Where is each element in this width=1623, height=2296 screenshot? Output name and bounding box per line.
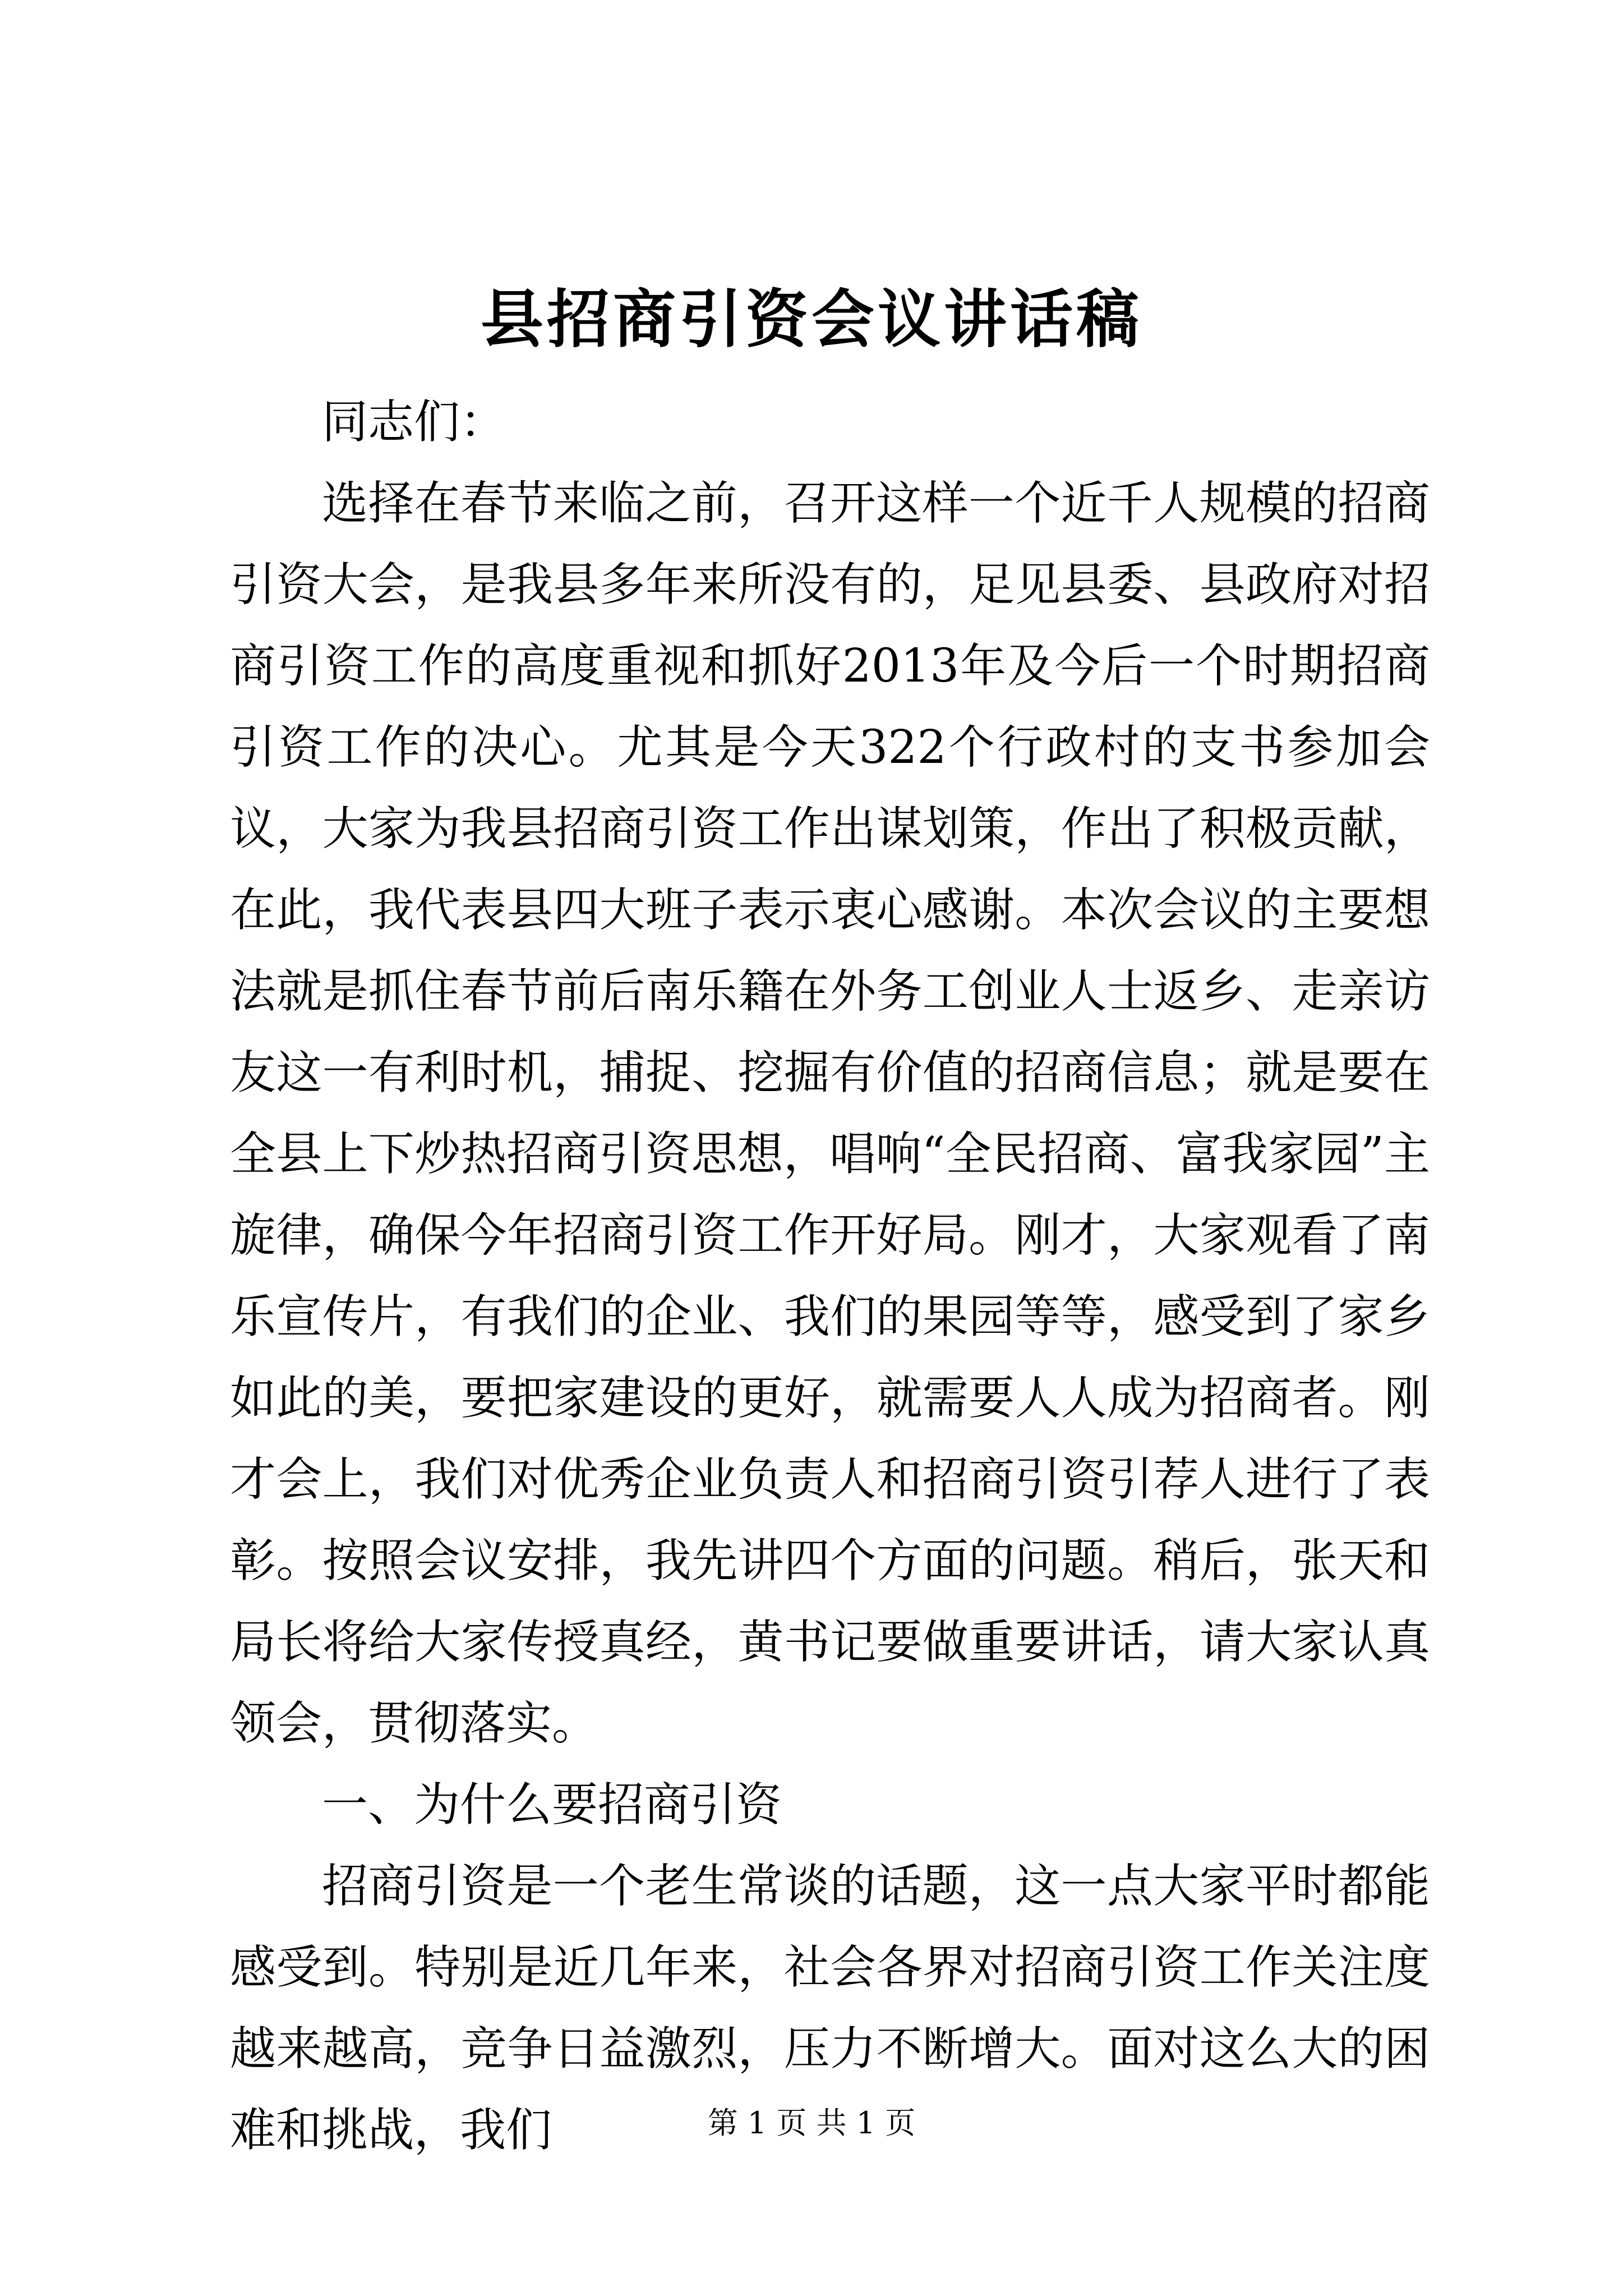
- document-body: [230, 381, 1430, 2171]
- paragraph-intro: 选择在春节来临之前，召开这样一个近千人规模的招商引资大会，是我县多年来所没有的，足见县委、县政府对招商引资工作的高度重视和抓好2013年及今后一个时期招商引资工作的决心。尤其是今天322个行政村的支书参加会议，大家为我县招商引资工作出谋划策，作出了积极贡献，在此，我代表县四大班子表示衷心感谢。本次会议的主要想法就是抓住春节前后南乐籍在外务工创业人士返乡、走亲访友这一有利时机，捕捉、挖掘有价值的招商信息；就是要在全县上下炒热招商引资思想，唱响“全民招商、富我家园”主旋律，确保今年招商引资工作开好局。刚才，大家观看了南乐宣传片，有我们的企业、我们的果园等等，感受到了家乡如此的美，要把家建设的更好，就需要人人成为招商者。刚才会上，我们对优秀企业负责人和招商引资引荐人进行了表彰。按照会议安排，我先讲四个方面的问题。稍后，张天和局长将给大家传授真经，黄书记要做重要讲话，请大家认真领会，贯彻落实。: [230, 477, 1430, 1750]
- salutation: 同志们：: [322, 395, 506, 449]
- paragraph-section-one: 招商引资是一个老生常谈的话题，这一点大家平时都能感受到。特别是近几年来，社会各界对招商引资工作关注度越来越高，竞争日益激烈，压力不断增大。面对这么大的困难和挑战，我们: [230, 1860, 1430, 2157]
- document-title: 县招商引资会议讲话稿: [481, 283, 1142, 356]
- section-heading: 一、为什么要招商引资: [322, 1778, 782, 1832]
- page-footer: 第 1 页 共 1 页: [707, 2105, 916, 2141]
